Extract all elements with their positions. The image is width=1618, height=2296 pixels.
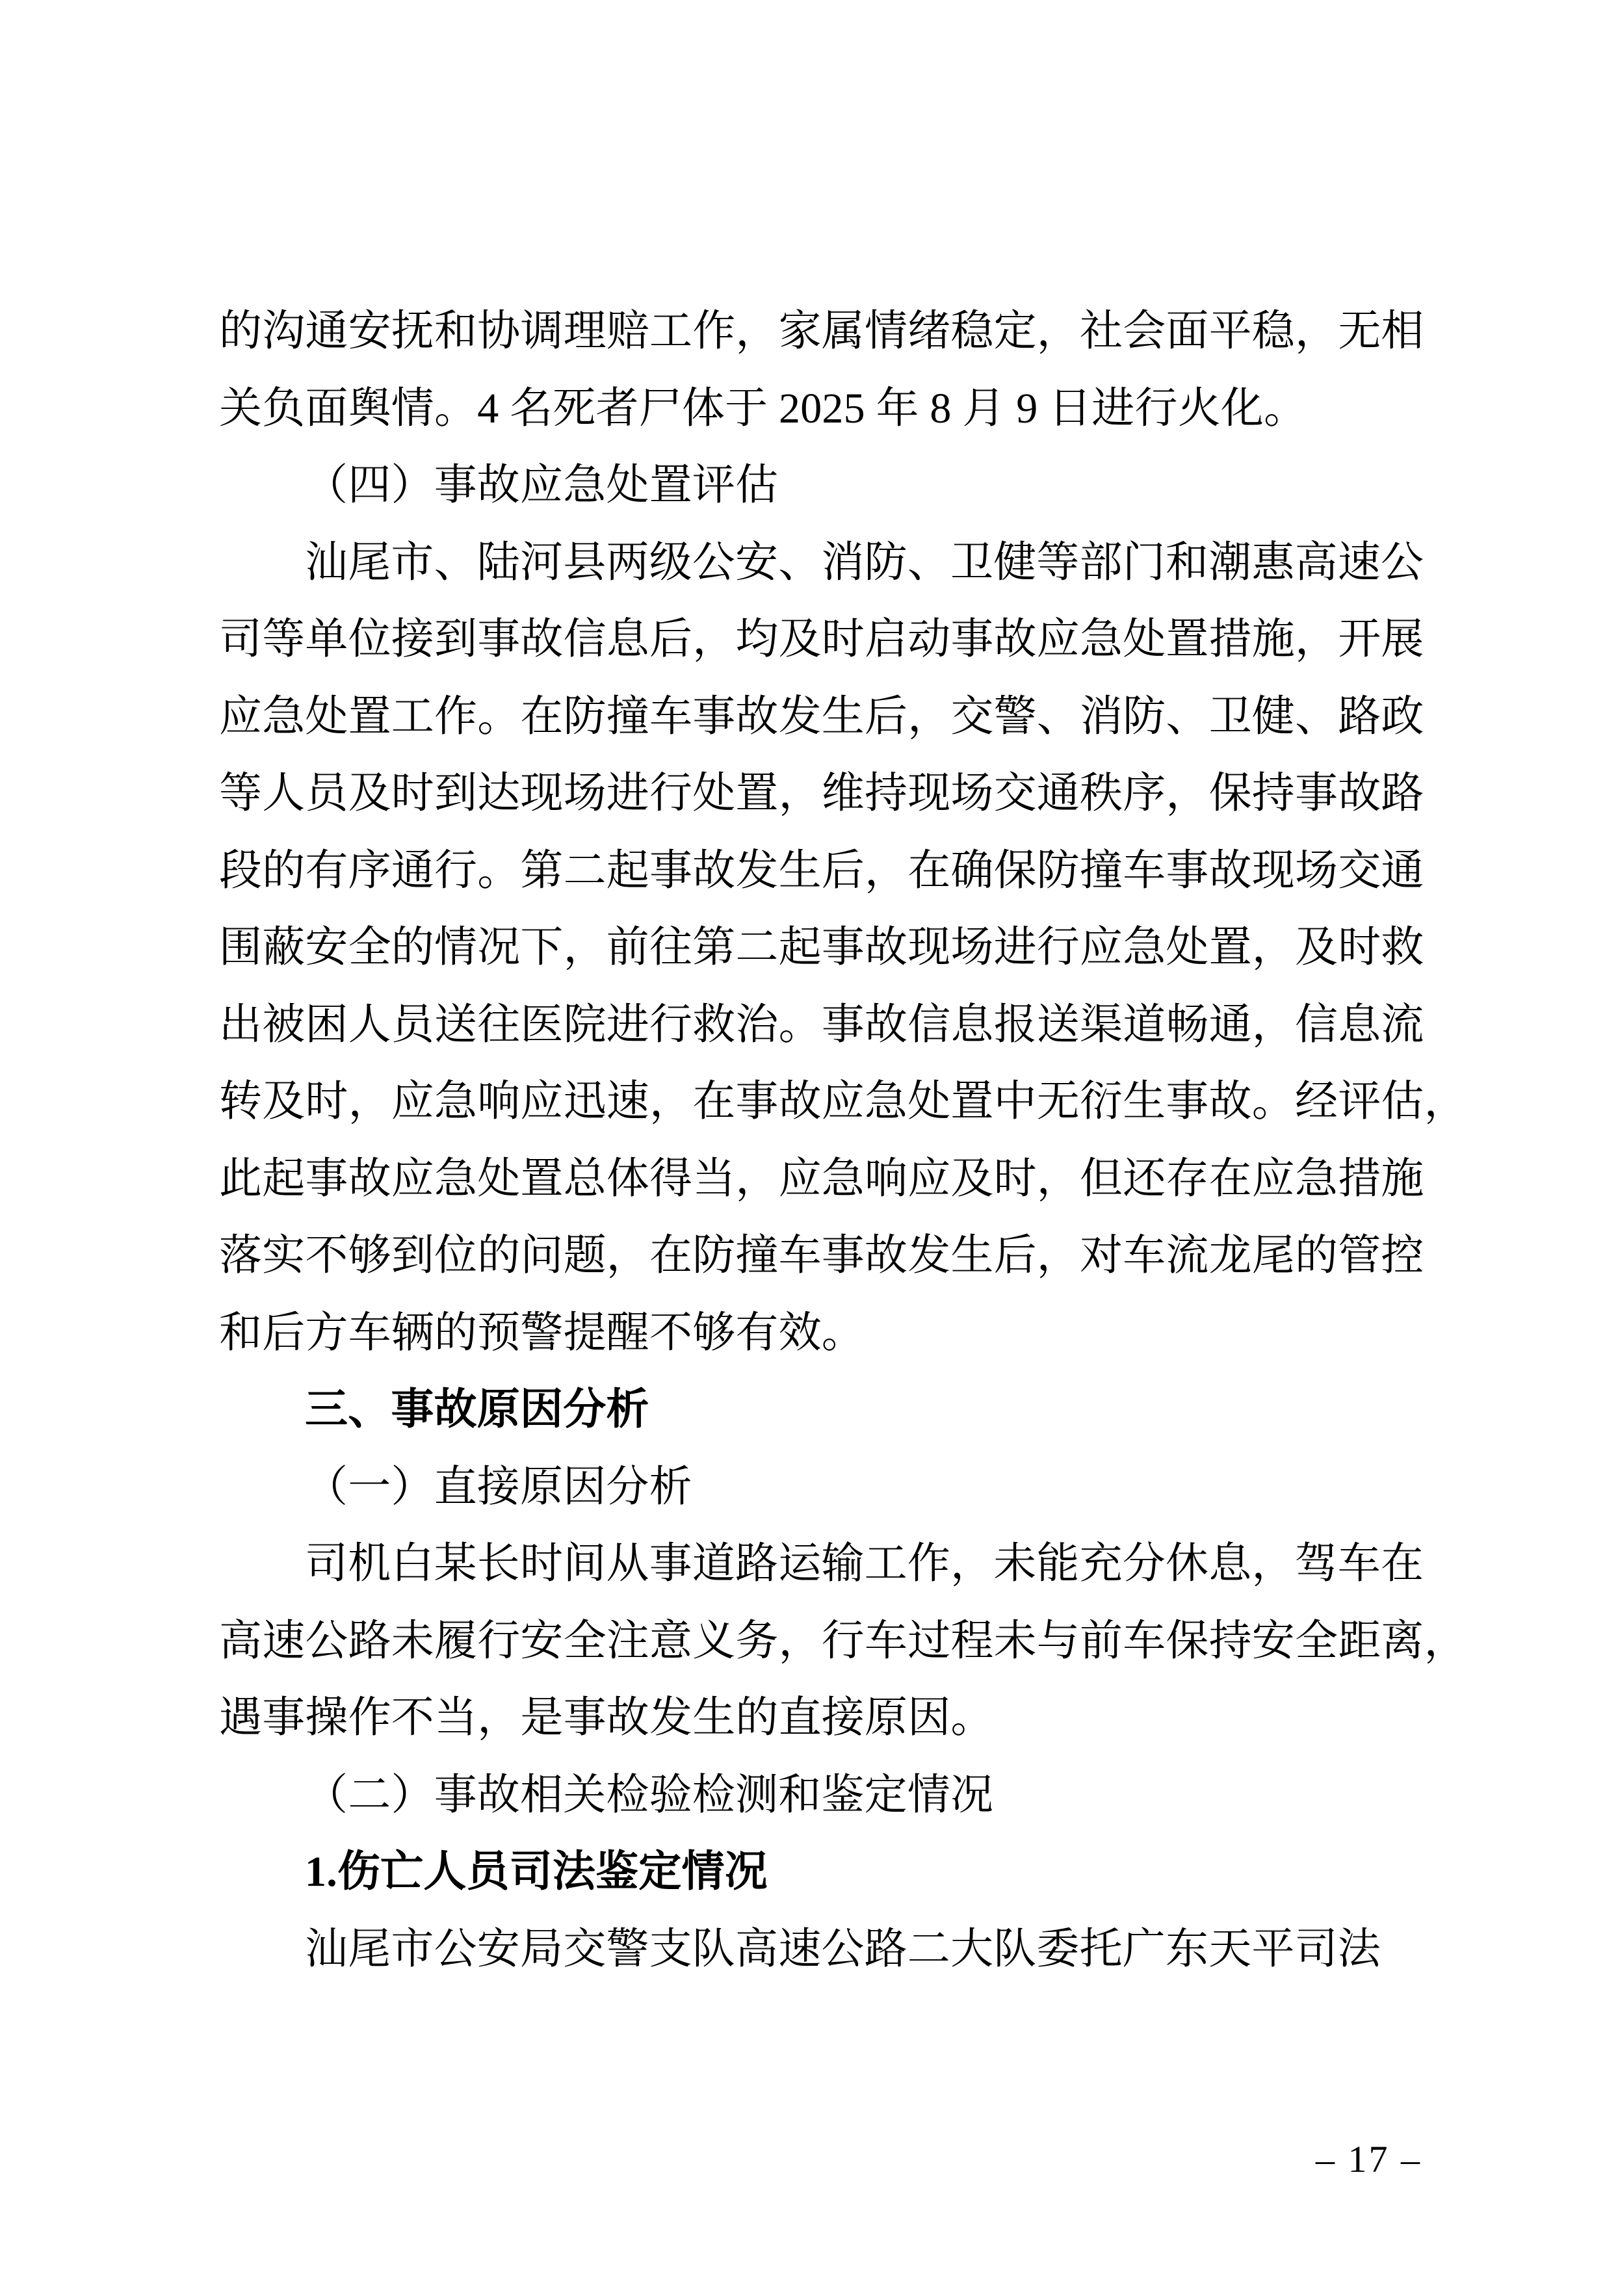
heading-line: 1.伤亡人员司法鉴定情况 — [305, 1848, 768, 1896]
text-line: 等人员及时到达现场进行处置，维持现场交通秩序，保持事故路 — [219, 770, 1424, 817]
text-line: 段的有序通行。第二起事故发生后，在确保防撞车事故现场交通 — [219, 846, 1424, 894]
text-line: 应急处置工作。在防撞车事故发生后，交警、消防、卫健、路政 — [219, 692, 1424, 740]
text-line: （四）事故应急处置评估 — [305, 462, 779, 509]
heading-line: 三、事故原因分析 — [305, 1386, 649, 1433]
text-line: 汕尾市公安局交警支队高速公路二大队委托广东天平司法 — [305, 1925, 1381, 1973]
text-line: 和后方车辆的预警提醒不够有效。 — [219, 1309, 865, 1357]
text-line: 关负面舆情。4 名死者尸体于 2025 年 8 月 9 日进行火化。 — [219, 384, 1307, 432]
text-line: （一）直接原因分析 — [305, 1463, 692, 1511]
text-line: 高速公路未履行安全注意义务，行车过程未与前车保持安全距离， — [219, 1617, 1467, 1665]
document-body — [219, 293, 1467, 1988]
text-line: 出被困人员送往医院进行救治。事故信息报送渠道畅通，信息流 — [219, 1000, 1424, 1049]
text-line: 的沟通安抚和协调理赔工作，家属情绪稳定，社会面平稳，无相 — [219, 307, 1424, 355]
text-line: 汕尾市、陆河县两级公安、消防、卫健等部门和潮惠高速公 — [305, 538, 1424, 586]
text-line: 司等单位接到事故信息后，均及时启动事故应急处置措施，开展 — [219, 616, 1424, 663]
text-line: 转及时，应急响应迅速，在事故应急处置中无衍生事故。经评估， — [219, 1078, 1467, 1125]
text-line: （二）事故相关检验检测和鉴定情况 — [305, 1771, 994, 1819]
text-line: 遇事操作不当，是事故发生的直接原因。 — [219, 1694, 994, 1742]
page-number: – 17 – — [1316, 2138, 1422, 2180]
text-line: 围蔽安全的情况下，前往第二起事故现场进行应急处置，及时救 — [219, 924, 1424, 971]
text-line: 此起事故应急处置总体得当，应急响应及时，但还存在应急措施 — [219, 1155, 1424, 1203]
text-line: 司机白某长时间从事道路运输工作，未能充分休息，驾车在 — [305, 1540, 1424, 1587]
text-line: 落实不够到位的问题，在防撞车事故发生后，对车流龙尾的管控 — [219, 1232, 1424, 1279]
